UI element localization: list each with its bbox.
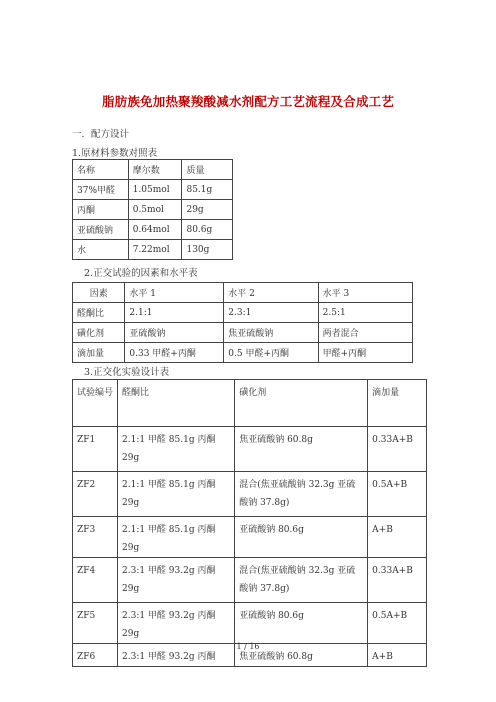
table-cell: 29g bbox=[182, 200, 233, 220]
table-cell: ZF5 bbox=[73, 603, 118, 644]
table-cell: 丙酮 bbox=[73, 200, 129, 220]
table-cell: 混合(焦亚硫酸钠 32.3g 亚硫酸钠 37.8g) bbox=[235, 472, 368, 517]
table-row bbox=[73, 220, 233, 240]
table-cell: 磺化剂 bbox=[73, 323, 125, 343]
table-cell: ZF6 bbox=[73, 644, 118, 667]
table-cell: 2.3:1 bbox=[224, 303, 318, 323]
table-cell: 0.33A+B bbox=[368, 427, 427, 472]
table-row bbox=[73, 343, 413, 363]
subheading-orthogonal-factors: 2.正交试验的因素和水平表 bbox=[84, 268, 198, 279]
subheading-raw-material-table: 1.原材料参数对照表 bbox=[72, 148, 158, 159]
orthogonal-design-table bbox=[72, 379, 427, 667]
raw-material-table bbox=[72, 159, 233, 260]
table-cell: A+B bbox=[368, 517, 427, 558]
table-cell: 醛酮比 bbox=[73, 303, 125, 323]
table-cell: 亚硫酸钠 bbox=[125, 323, 224, 343]
column-header: 水平 3 bbox=[318, 283, 412, 303]
table-cell: 1.05mol bbox=[128, 180, 182, 200]
table-cell: 2.1:1 甲醛 85.1g 丙酮 29g bbox=[118, 472, 235, 517]
table-cell: 2.3:1 甲醛 93.2g 丙酮 29g bbox=[118, 558, 235, 603]
table-cell: 2.1:1 甲醛 85.1g 丙酮 29g bbox=[118, 517, 235, 558]
table-row bbox=[73, 323, 413, 343]
table-row bbox=[73, 558, 427, 603]
table-cell: ZF1 bbox=[73, 427, 118, 472]
column-header: 磺化剂 bbox=[235, 380, 368, 427]
table-row bbox=[73, 240, 233, 260]
table-cell: A+B bbox=[368, 644, 427, 667]
table-row bbox=[73, 517, 427, 558]
table-cell: 两者混合 bbox=[318, 323, 412, 343]
column-header: 试验编号 bbox=[73, 380, 118, 427]
table-cell: 37%甲醛 bbox=[73, 180, 129, 200]
table-cell: ZF2 bbox=[73, 472, 118, 517]
table-row bbox=[73, 472, 427, 517]
table-cell: 混合(焦亚硫酸钠 32.3g 亚硫酸钠 37.8g) bbox=[235, 558, 368, 603]
table-header-row bbox=[73, 380, 427, 427]
table-cell: 亚硫酸钠 bbox=[73, 220, 129, 240]
table-cell: 水 bbox=[73, 240, 129, 260]
table-cell: 2.5:1 bbox=[318, 303, 412, 323]
table-cell: ZF4 bbox=[73, 558, 118, 603]
column-header: 名称 bbox=[73, 160, 129, 180]
table-cell: 2.3:1 甲醛 93.2g 丙酮 29g bbox=[118, 603, 235, 644]
table-cell: 亚硫酸钠 80.6g bbox=[235, 603, 368, 644]
table-cell: 0.5mol bbox=[128, 200, 182, 220]
table-cell: 2.1:1 甲醛 85.1g 丙酮 29g bbox=[118, 427, 235, 472]
table-cell: 亚硫酸钠 80.6g bbox=[235, 517, 368, 558]
table-row bbox=[73, 200, 233, 220]
table-cell: 焦亚硫酸钠 60.8g bbox=[235, 427, 368, 472]
table-row bbox=[73, 603, 427, 644]
table-cell: 2.1:1 bbox=[125, 303, 224, 323]
table-cell: 0.33 甲醛+丙酮 bbox=[125, 343, 224, 363]
subheading-orthogonal-design: 3.正交化实验设计表 bbox=[84, 367, 170, 378]
document-title: 脂肪族免加热聚羧酸减水剂配方工艺流程及合成工艺 bbox=[101, 94, 395, 109]
table-cell: 0.5 甲醛+丙酮 bbox=[224, 343, 318, 363]
table-cell: 0.64mol bbox=[128, 220, 182, 240]
table-cell: 滴加量 bbox=[73, 343, 125, 363]
table-cell: 0.33A+B bbox=[368, 558, 427, 603]
table-cell: 7.22mol bbox=[128, 240, 182, 260]
page-number: 1 / 16 bbox=[236, 642, 260, 651]
column-header: 水平 1 bbox=[125, 283, 224, 303]
column-header: 摩尔数 bbox=[128, 160, 182, 180]
table-cell: ZF3 bbox=[73, 517, 118, 558]
column-header: 质量 bbox=[182, 160, 233, 180]
section-heading-formula-design: 一．配方设计 bbox=[72, 129, 130, 140]
table-cell: 焦亚硫酸钠 bbox=[224, 323, 318, 343]
table-cell: 130g bbox=[182, 240, 233, 260]
table-cell: 0.5A+B bbox=[368, 472, 427, 517]
column-header: 滴加量 bbox=[368, 380, 427, 427]
table-cell: 甲醛+丙酮 bbox=[318, 343, 412, 363]
table-header-row bbox=[73, 283, 413, 303]
table-row bbox=[73, 427, 427, 472]
table-cell: 0.5A+B bbox=[368, 603, 427, 644]
column-header: 水平 2 bbox=[224, 283, 318, 303]
table-cell: 85.1g bbox=[182, 180, 233, 200]
table-cell: 80.6g bbox=[182, 220, 233, 240]
factor-level-table bbox=[72, 282, 413, 363]
table-header-row bbox=[73, 160, 233, 180]
table-cell: 焦亚硫酸钠 60.8g bbox=[235, 644, 368, 667]
table-row bbox=[73, 180, 233, 200]
table-row bbox=[73, 303, 413, 323]
column-header: 因素 bbox=[73, 283, 125, 303]
table-cell: 2.3:1 甲醛 93.2g 丙酮 bbox=[118, 644, 235, 667]
column-header: 醛酮比 bbox=[118, 380, 235, 427]
